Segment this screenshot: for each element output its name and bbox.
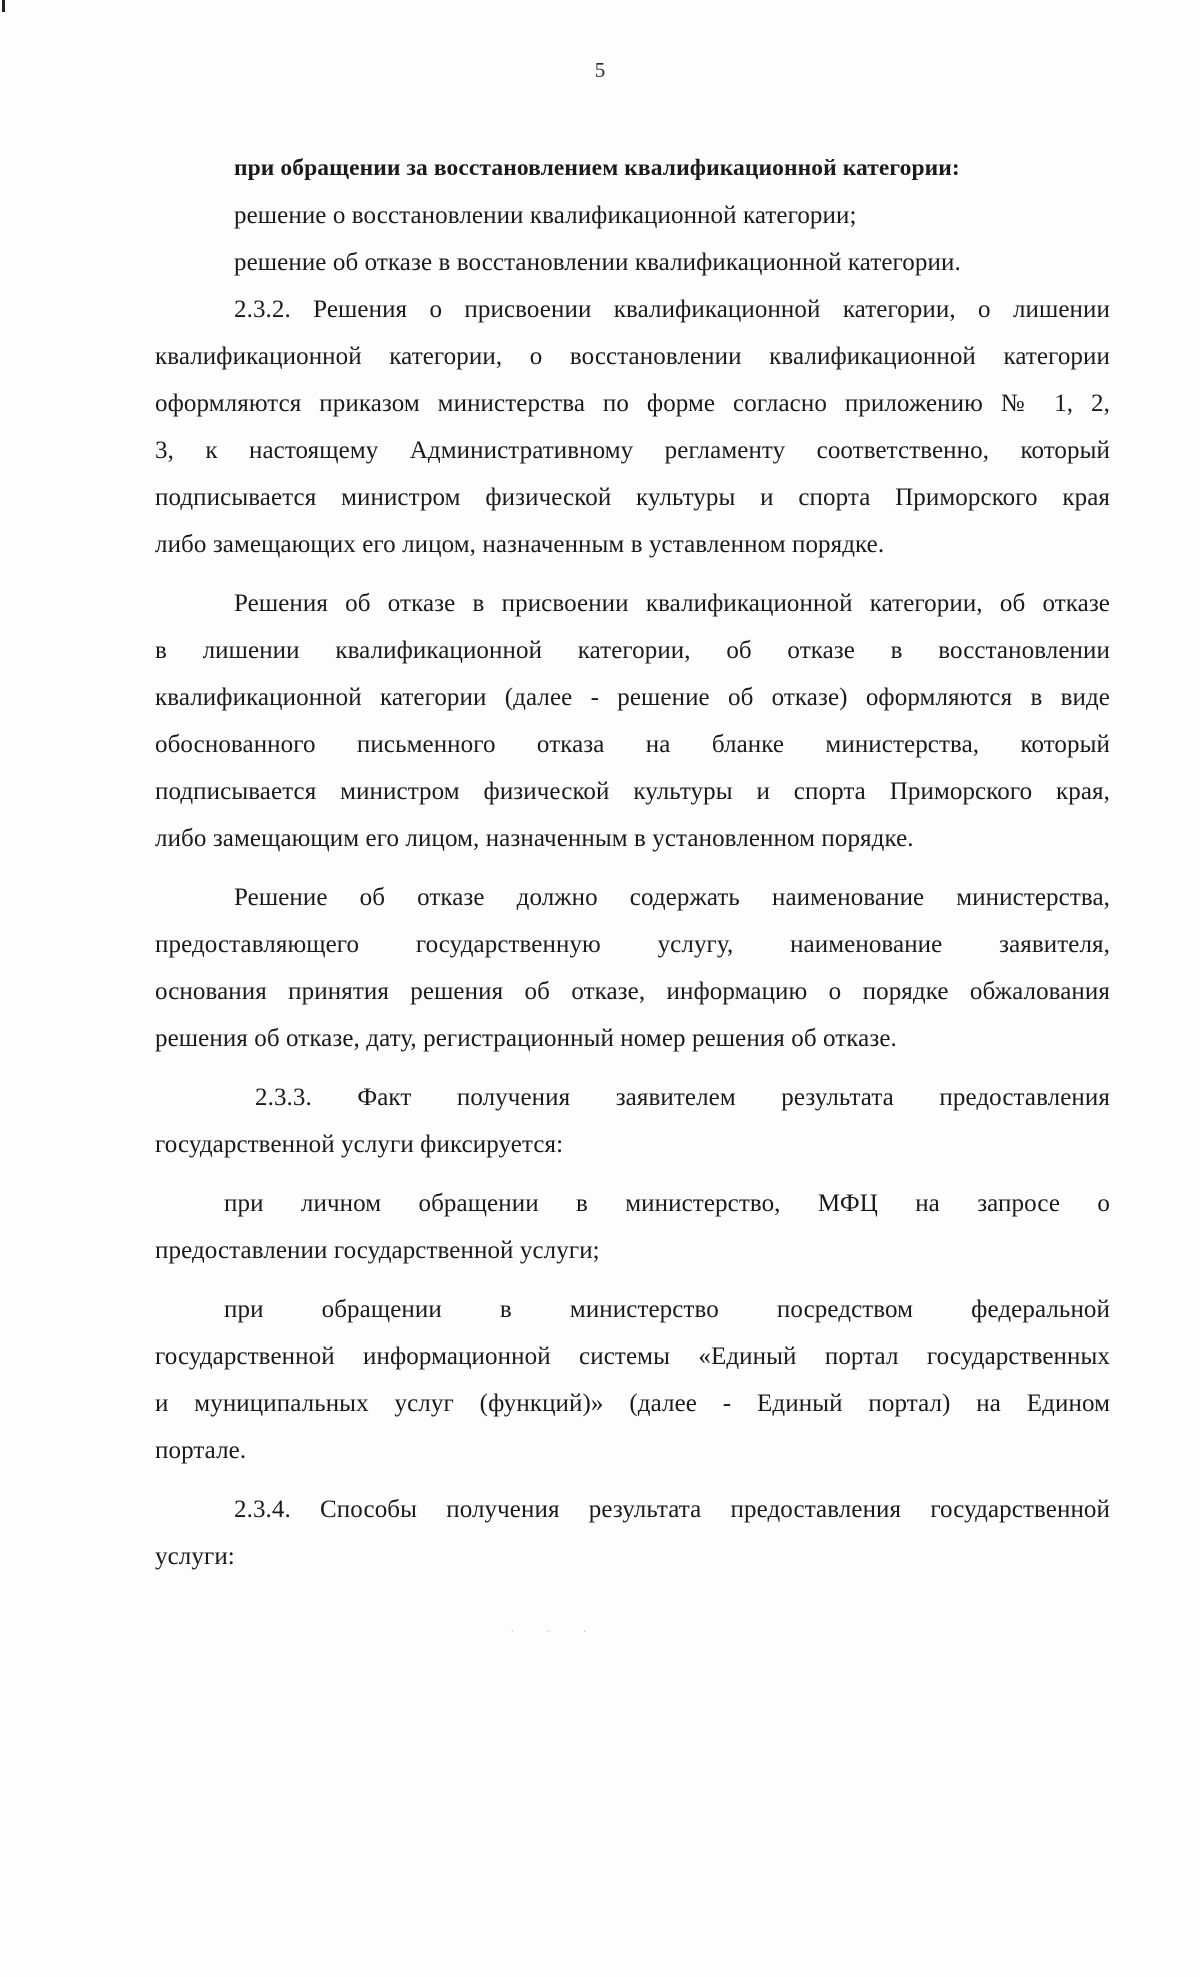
paragraph-2-3-3-line: государственной услуги фиксируется: [155, 1131, 564, 1158]
scan-corner-mark [2, 0, 5, 12]
refusal-content-line: основания принятия решения об отказе, информацию о порядке обжалования [155, 978, 1110, 1005]
paragraph-2-3-2-line: оформляются приказом министерства по форме согласно приложению № 1, 2, [155, 390, 1110, 417]
paragraph-2-3-4-line: услуги: [155, 1543, 235, 1570]
paragraph-2-3-2-line: либо замещающих его лицом, назначенным в уставленном порядке. [155, 531, 885, 558]
refusal-paragraph-line: либо замещающим его лицом, назначенным в установленном порядке. [155, 825, 914, 852]
portal-line: портале. [155, 1437, 247, 1464]
personal-visit-line: предоставлении государственной услуги; [155, 1237, 600, 1264]
refusal-paragraph-line: квалификационной категории (далее - решение об отказе) оформляются в виде [155, 684, 1110, 711]
text-line: решение об отказе в восстановлении квалификационной категории. [234, 249, 961, 276]
paragraph-2-3-2-line: квалификационной категории, о восстановлении квалификационной категории [155, 343, 1110, 370]
scan-noise-mark: · · · [510, 1625, 601, 1640]
refusal-content-line: решения об отказе, дату, регистрационный номер решения об отказе. [155, 1025, 897, 1052]
refusal-content-line: Решение об отказе должно содержать наименование министерства, [234, 884, 1110, 911]
section-heading: при обращении за восстановлением квалификационной категории: [234, 155, 960, 181]
personal-visit-line: при личном обращении в министерство, МФЦ на запросе о [224, 1190, 1110, 1217]
refusal-paragraph-line: обоснованного письменного отказа на бланке министерства, который [155, 731, 1110, 758]
document-body [155, 145, 1110, 1580]
paragraph-2-3-3-line: 2.3.3. Факт получения заявителем результата предоставления [255, 1084, 1110, 1111]
portal-line: при обращении в министерство посредством федеральной [224, 1296, 1110, 1323]
paragraph-2-3-2-line: 2.3.2. Решения о присвоении квалификационной категории, о лишении [234, 296, 1110, 323]
paragraph-2-3-2-line: 3, к настоящему Административному регламенту соответственно, который [155, 437, 1110, 464]
paragraph-2-3-2-line: подписывается министром физической культуры и спорта Приморского края [155, 484, 1110, 511]
text-line: решение о восстановлении квалификационной категории; [234, 202, 857, 229]
refusal-paragraph-line: в лишении квалификационной категории, об отказе в восстановлении [155, 637, 1110, 664]
portal-line: и муниципальных услуг (функций)» (далее - Единый портал) на Едином [155, 1390, 1110, 1417]
portal-line: государственной информационной системы «Единый портал государственных [155, 1343, 1110, 1370]
page-number: 5 [594, 58, 606, 82]
refusal-content-line: предоставляющего государственную услугу, наименование заявителя, [155, 931, 1110, 958]
refusal-paragraph-line: подписывается министром физической культуры и спорта Приморского края, [155, 778, 1110, 805]
paragraph-2-3-4-line: 2.3.4. Способы получения результата предоставления государственной [234, 1496, 1110, 1523]
refusal-paragraph-line: Решения об отказе в присвоении квалификационной категории, об отказе [234, 590, 1110, 617]
